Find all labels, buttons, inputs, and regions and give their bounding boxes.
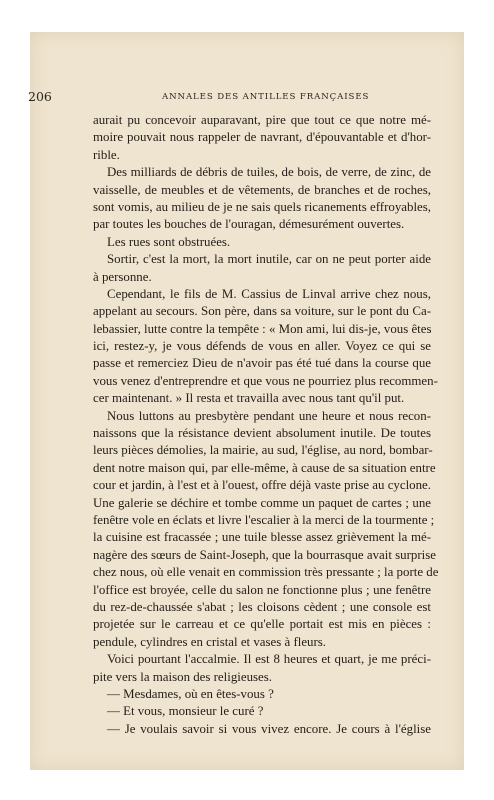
text-line: projetée sur le carreau et ce qu'elle portait est mis en pièces : bbox=[93, 617, 431, 632]
text-line: passe et remerciez Dieu de n'avoir pas été tué dans la course que bbox=[93, 356, 431, 371]
text-line: du rez-de-chaussée s'abat ; les cloisons cèdent ; une console est bbox=[93, 599, 431, 614]
text-line: ici, restez-y, je vous défends de vous en aller. Voyez ce qui se bbox=[93, 339, 431, 354]
text-line: aurait pu concevoir auparavant, pire que tout ce que notre mé- bbox=[93, 113, 431, 127]
text-line: — Je voulais savoir si vous vivez encore. Je cours à l'église bbox=[107, 721, 431, 736]
text-line: rible. bbox=[93, 147, 120, 162]
text-line: nagère des sœurs de Saint-Joseph, que la bourrasque avait surprise bbox=[93, 547, 436, 562]
text-line: pendule, cylindres en cristal et vases à fleurs. bbox=[93, 634, 327, 649]
text-line: dent notre maison qui, par elle-même, à cause de sa situation entre bbox=[93, 460, 436, 475]
text-line: chez nous, où elle venait en commission très pressante ; la porte de bbox=[93, 565, 439, 580]
text-line: cer maintenant. » Il resta et travailla avec nous tant qu'il put. bbox=[93, 391, 405, 406]
text-line: par toutes les bouches de l'ouragan, démesurément ouvertes. bbox=[93, 217, 405, 232]
text-line: appelant au secours. Son père, dans sa voiture, sur le pont du Ca- bbox=[93, 304, 431, 319]
text-line: vaisselle, de meubles et de vêtements, de branches et de roches, bbox=[93, 182, 431, 197]
text-line: l'office est broyée, celle du salon ne fonctionne plus ; une fenêtre bbox=[93, 582, 431, 597]
text-line: sont vomis, au milieu de je ne sais quels ricanements effroyables, bbox=[93, 199, 431, 214]
text-line: à personne. bbox=[93, 269, 152, 284]
text-line: Des milliards de débris de tuiles, de bois, de verre, de zinc, de bbox=[107, 165, 431, 180]
text-line: Sortir, c'est la mort, la mort inutile, car on ne peut porter aide bbox=[107, 252, 431, 267]
text-line: pite vers la maison des religieuses. bbox=[93, 669, 272, 684]
text-line: — Et vous, monsieur le curé ? bbox=[107, 704, 264, 719]
text-line: la cuisine est fracassée ; une tuile blesse assez grièvement la mé- bbox=[93, 530, 431, 545]
body-text bbox=[93, 112, 439, 738]
text-line: Cependant, le fils de M. Cassius de Linval arrive chez nous, bbox=[107, 286, 431, 301]
text-line: naissons que la résistance devient absolument inutile. De toutes bbox=[93, 426, 431, 441]
text-line: fenêtre vole en éclats et livre l'escalier à la merci de la tourmente ; bbox=[93, 512, 435, 527]
text-line: Les rues sont obstruées. bbox=[107, 234, 231, 249]
text-line: cour et jardin, à l'est et à l'ouest, offre déjà vaste prise au cyclone. bbox=[93, 478, 431, 493]
text-line: Nous luttons au presbytère pendant une heure et nous recon- bbox=[107, 408, 431, 423]
text-line: vous venez d'entreprendre et que vous ne pourriez plus recommen- bbox=[93, 373, 438, 388]
text-line: Voici pourtant l'accalmie. Il est 8 heures et quart, je me préci- bbox=[107, 652, 431, 667]
text-line: moire pouvait nous rappeler de navrant, d'épouvantable et d'hor- bbox=[93, 130, 431, 145]
text-line: — Mesdames, où en êtes-vous ? bbox=[107, 686, 274, 701]
page-number: 206 bbox=[28, 89, 52, 104]
text-line: Une galerie se déchire et tombe comme un paquet de cartes ; une bbox=[93, 495, 431, 510]
running-head: ANNALES DES ANTILLES FRANÇAISES bbox=[162, 92, 370, 102]
text-line: lebassier, lutte contre la tempête : « Mon ami, lui dis-je, vous êtes bbox=[93, 321, 432, 336]
text-line: leurs pièces démolies, la mairie, au sud, l'église, au nord, bombar- bbox=[93, 443, 433, 458]
